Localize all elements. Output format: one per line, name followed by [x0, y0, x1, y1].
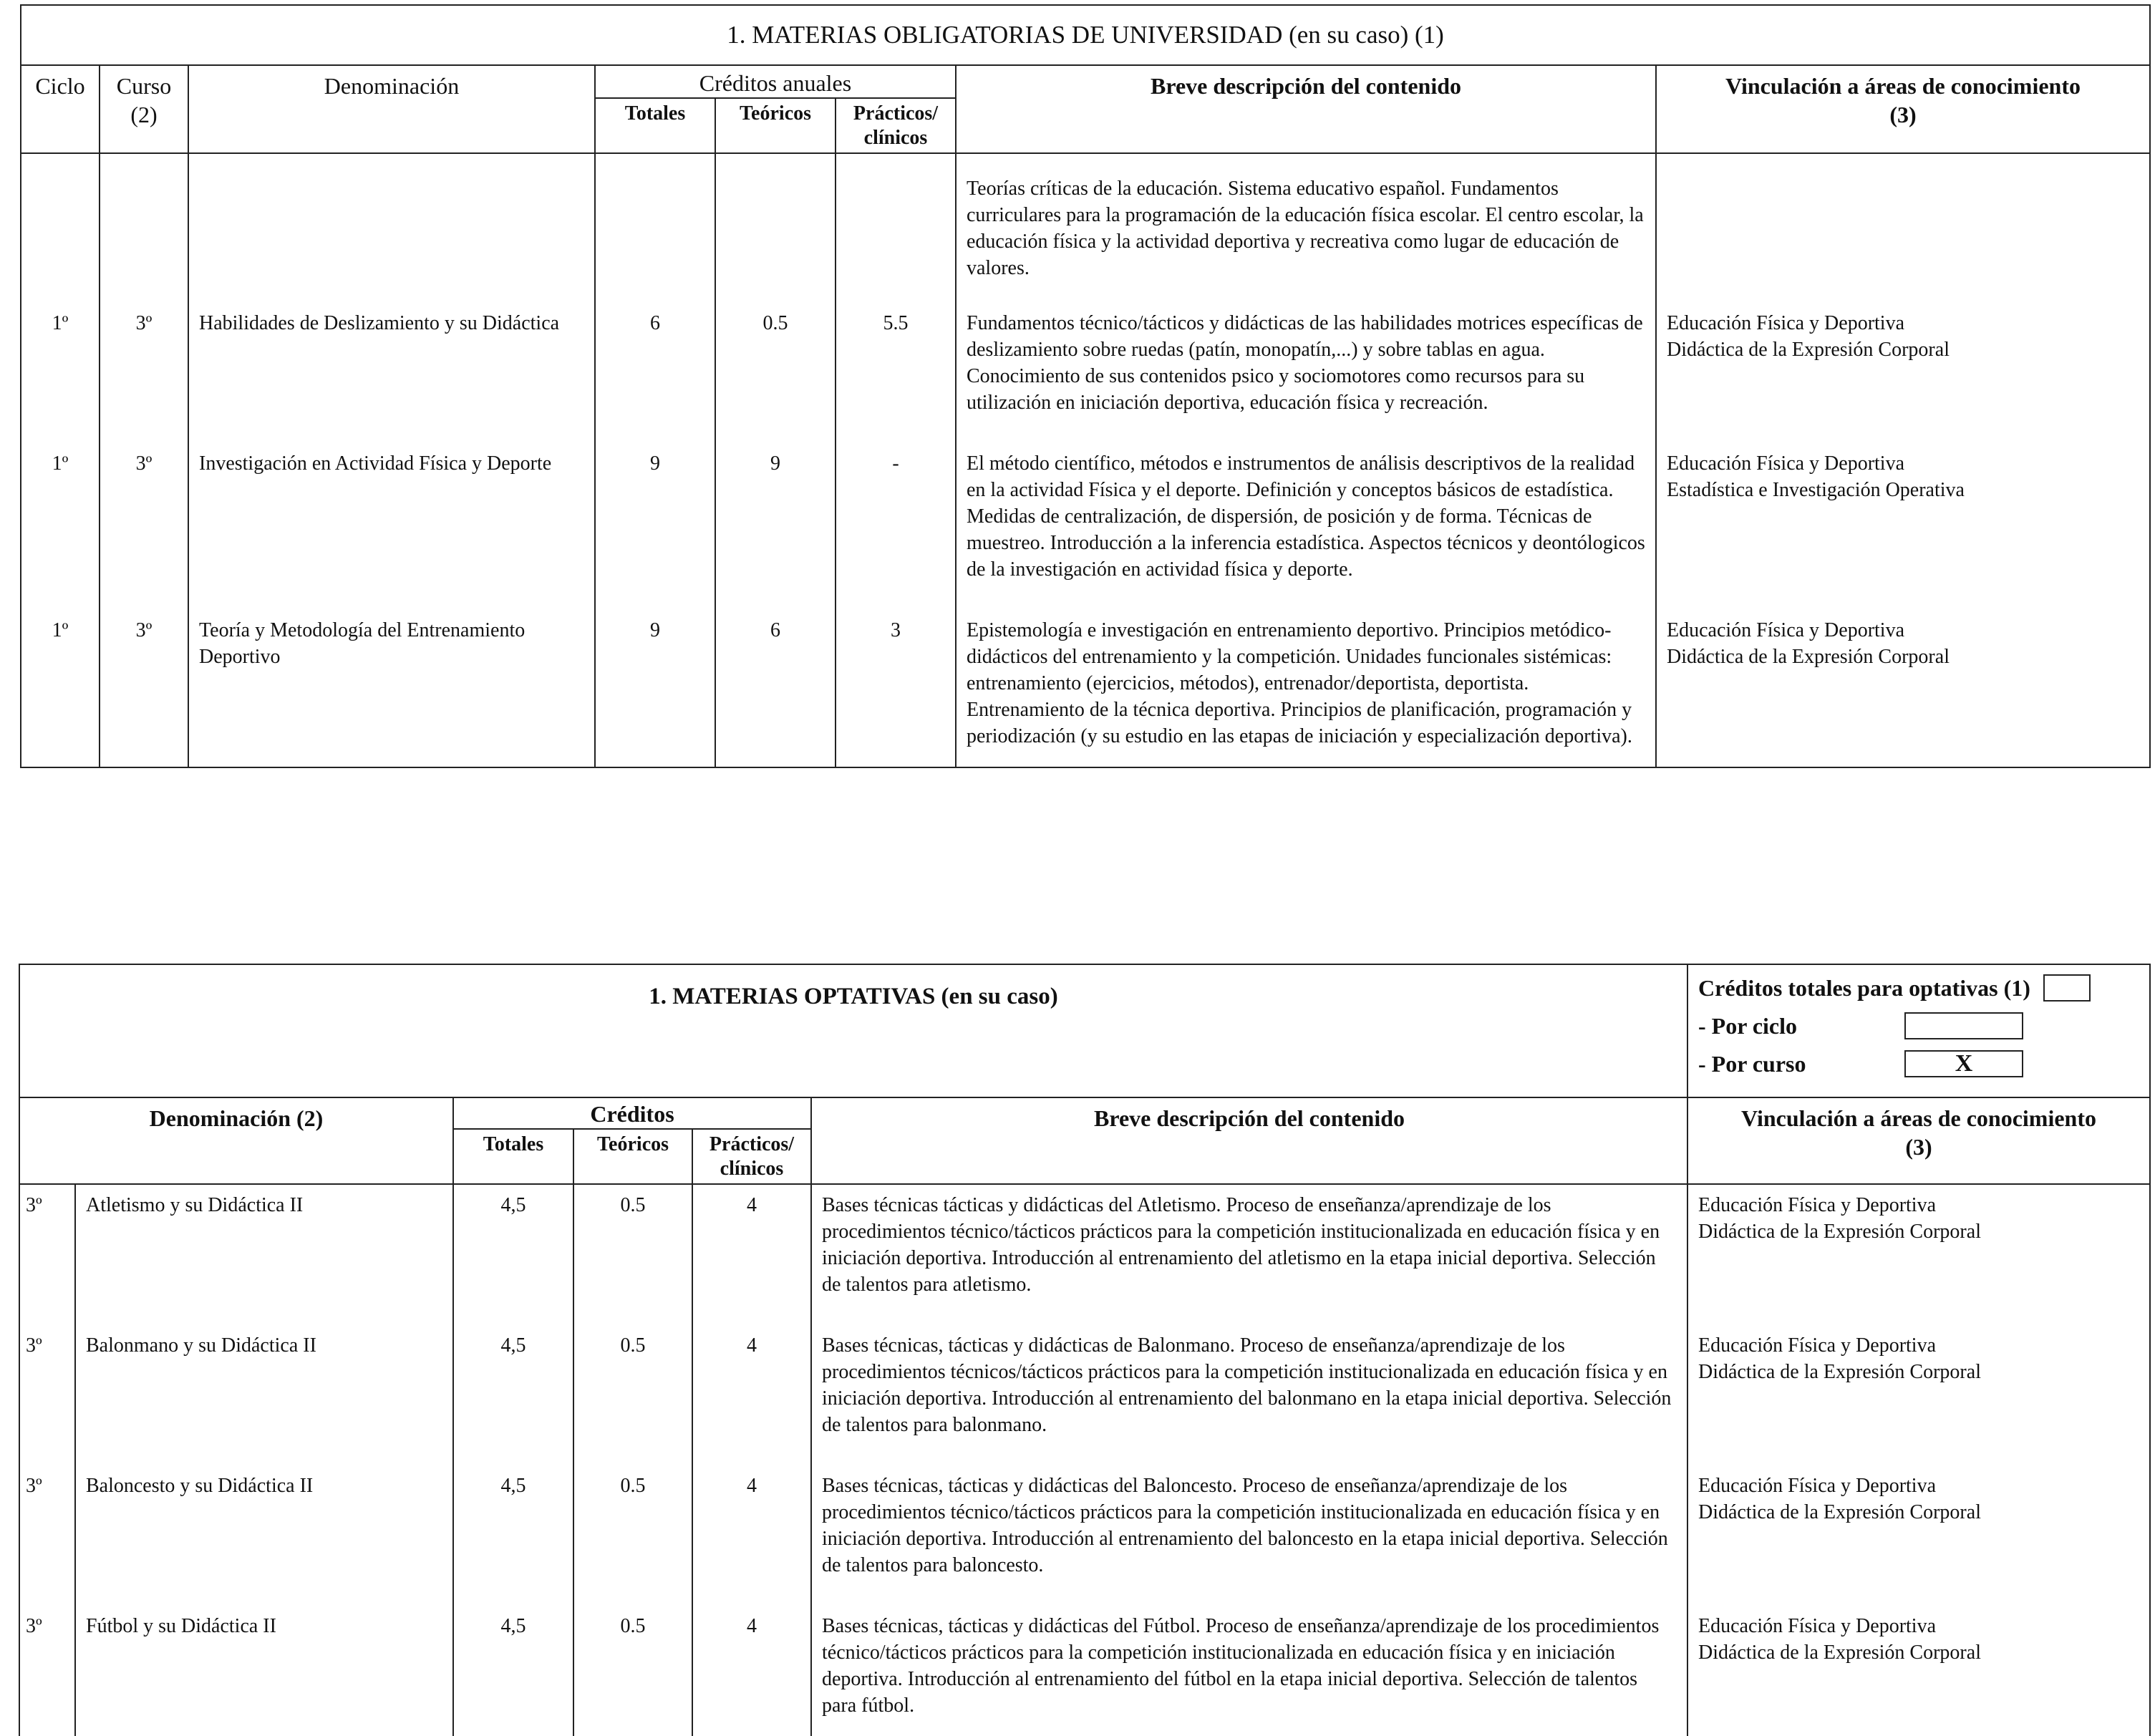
col-header-curso-label: Curso [116, 73, 172, 99]
obligatorias-title [21, 5, 2150, 65]
opt-row-practicos: 4 [692, 1315, 811, 1455]
opt-row-denominacion: Baloncesto y su Didáctica II [75, 1455, 453, 1596]
opt-row-practicos: 4 [692, 1184, 811, 1315]
table-row [21, 293, 2150, 433]
summary-total-label: Créditos totales para optativas (1) [1698, 975, 2030, 1001]
col-header-practicos [836, 98, 956, 153]
opt-row-totales: 4,5 [453, 1315, 573, 1455]
opt-col-header-practicos-label: Prácticos/ clínicos [709, 1133, 795, 1180]
col-header-creditos [595, 65, 956, 98]
opt-row-totales: 4,5 [453, 1184, 573, 1315]
opt-col-header-totales [453, 1129, 573, 1184]
row-curso: 3º [100, 433, 188, 600]
col-header-practicos-label: Prácticos/ clínicos [853, 102, 939, 149]
opt-col-header-denominacion [19, 1097, 453, 1184]
optativas-title [19, 964, 1687, 1097]
col-header-denominacion [188, 65, 595, 153]
row-totales: 6 [595, 293, 715, 433]
summary-ciclo-row [1698, 1007, 2139, 1045]
col-header-vinculacion-note: (3) [1889, 102, 1917, 127]
row-descripcion: Epistemología e investigación en entrenamiento deportivo. Principios metódico-didácticos del entrenamiento y la competición. Unidades funcionales sistémicas: entrenamiento (ejercicios, métodos), entrenador/deportista, deportista. Entrenamiento de la técnica deportiva. Principios de planificación, programación y periodización (y su estudio en las etapas de iniciación y especialización deportiva). [956, 600, 1656, 767]
row-teoricos: 0.5 [715, 293, 836, 433]
col-header-ciclo-label: Ciclo [35, 73, 85, 99]
row-denominacion: Teoría y Metodología del Entrenamiento Deportivo [188, 600, 595, 767]
col-header-vinculacion [1656, 65, 2150, 153]
opt-row-area-1: Educación Física y Deportiva [1698, 1475, 1937, 1498]
obligatorias-title-suffix: (en su caso) (1) [1289, 21, 1444, 49]
opt-row-denominacion: Fútbol y su Didáctica II [75, 1596, 453, 1736]
opt-row-area-2: Didáctica de la Expresión Corporal [1698, 1221, 1981, 1243]
row-area-1: Educación Física y Deportiva [1667, 452, 1905, 475]
table-row [19, 1315, 2150, 1455]
opt-row-descripcion: Bases técnicas, tácticas y didácticas de Balonmano. Proceso de enseñanza/aprendizaje de los procedimientos técnicos/tácticos prácticos para la competición institucionalizada en educación física y en iniciación deportiva. Introducción al entrenamiento del balonmano en la etapa inicial deportiva. Selección de talentos para balonmano. [811, 1315, 1687, 1455]
lead-row-teoricos [715, 153, 836, 293]
row-area-1: Educación Física y Deportiva [1667, 312, 1905, 335]
lead-row-ciclo [21, 153, 100, 293]
opt-row-teoricos: 0.5 [573, 1455, 692, 1596]
row-areas [1656, 293, 2150, 433]
table-row [21, 600, 2150, 767]
row-area-1: Educación Física y Deportiva [1667, 619, 1905, 642]
table-row [19, 1455, 2150, 1596]
opt-col-header-teoricos [573, 1129, 692, 1184]
opt-row-area-2: Didáctica de la Expresión Corporal [1698, 1361, 1981, 1384]
opt-row-areas [1687, 1596, 2150, 1736]
opt-row-area-2: Didáctica de la Expresión Corporal [1698, 1642, 1981, 1664]
lead-row-areas [1656, 153, 2150, 293]
opt-col-header-descripcion [811, 1097, 1687, 1184]
lead-description-text: Teorías críticas de la educación. Sistema educativo español. Fundamentos curriculares para la programación de la educación física escolar. El centro escolar, la educación física y la actividad deportiva y recreativa como lugar de educación de valores. [967, 178, 1644, 280]
row-ciclo: 1º [21, 600, 100, 767]
opt-row-descripcion: Bases técnicas, tácticas y didácticas del Fútbol. Proceso de enseñanza/aprendizaje de los procedimientos técnico/tácticos prácticos para la competición institucionalizada en educación física y en iniciación deportiva. Introducción al entrenamiento del fútbol en la etapa inicial deportiva. Selección de talentos para fútbol. [811, 1596, 1687, 1736]
summary-total-row [1698, 969, 2139, 1007]
row-descripcion: El método científico, métodos e instrumentos de análisis descriptivos de la realidad en la actividad Física y el deporte. Definición y conceptos básicos de estadística. Medidas de centralización, de dispersión, de posición y de forma. Técnicas de muestreo. Introducción a la inferencia estadística. Aspectos técnicos y deontólogicos de la investigación en actividad física y deporte. [956, 433, 1656, 600]
row-teoricos: 9 [715, 433, 836, 600]
opt-row-areas [1687, 1315, 2150, 1455]
summary-curso-box[interactable]: X [1904, 1050, 2023, 1077]
opt-row-area-1: Educación Física y Deportiva [1698, 1615, 1937, 1638]
opt-row-denominacion: Atletismo y su Didáctica II [75, 1184, 453, 1315]
opt-row-areas [1687, 1184, 2150, 1315]
opt-col-header-totales-label: Totales [483, 1133, 544, 1155]
row-practicos: 3 [836, 600, 956, 767]
row-totales: 9 [595, 433, 715, 600]
opt-col-header-descripcion-label: Breve descripción del contenido [1093, 1105, 1405, 1131]
opt-row-practicos: 4 [692, 1455, 811, 1596]
table-row [19, 1184, 2150, 1315]
opt-col-header-vinculacion-label: Vinculación a áreas de conocimiento [1741, 1105, 2096, 1131]
lead-row-curso [100, 153, 188, 293]
opt-col-header-practicos [692, 1129, 811, 1184]
col-header-descripcion [956, 65, 1656, 153]
opt-row-curso: 3º [19, 1315, 75, 1455]
summary-curso-label: - Por curso [1698, 1050, 1806, 1077]
table-row [19, 1596, 2150, 1736]
row-curso: 3º [100, 600, 188, 767]
opt-col-header-denominacion-label: Denominación (2) [149, 1105, 324, 1131]
col-header-teoricos-label: Teóricos [739, 102, 812, 125]
col-header-denominacion-label: Denominación [324, 73, 460, 99]
row-practicos: - [836, 433, 956, 600]
opt-row-curso: 3º [19, 1184, 75, 1315]
opt-row-descripcion: Bases técnicas, tácticas y didácticas del Baloncesto. Proceso de enseñanza/aprendizaje de los procedimientos técnico/tácticos prácticos para la competición institucionalizada en educación física y en iniciación deportiva. Introducción al entrenamiento del baloncesto en la etapa inicial deportiva. Selección de talentos para baloncesto. [811, 1455, 1687, 1596]
summary-ciclo-label: - Por ciclo [1698, 1012, 1798, 1039]
optativas-title-text: 1. MATERIAS OPTATIVAS (en su caso) [649, 984, 1058, 1009]
col-header-creditos-label: Créditos anuales [699, 70, 852, 96]
opt-row-totales: 4,5 [453, 1596, 573, 1736]
row-practicos: 5.5 [836, 293, 956, 433]
row-descripcion: Fundamentos técnico/tácticos y didácticas de las habilidades motrices específicas de deslizamiento sobre ruedas (patín, monopatín,...) y sobre tablas en agua. Conocimiento de sus contenidos psico y sociomotores como recursos para su utilización en iniciación deportiva, educación física y recreación. [956, 293, 1656, 433]
col-header-curso [100, 65, 188, 153]
opt-row-area-2: Didáctica de la Expresión Corporal [1698, 1501, 1981, 1524]
row-area-2: Estadística e Investigación Operativa [1667, 479, 1965, 502]
opt-row-practicos: 4 [692, 1596, 811, 1736]
summary-curso-row [1698, 1045, 2139, 1083]
row-ciclo: 1º [21, 433, 100, 600]
row-area-2: Didáctica de la Expresión Corporal [1667, 339, 1950, 362]
opt-row-denominacion: Balonmano y su Didáctica II [75, 1315, 453, 1455]
col-header-curso-note: (2) [130, 102, 158, 127]
row-areas [1656, 600, 2150, 767]
optativas-credit-summary [1687, 964, 2150, 1097]
col-header-totales-label: Totales [624, 102, 686, 125]
lead-row-denominacion [188, 153, 595, 293]
row-totales: 9 [595, 600, 715, 767]
row-curso: 3º [100, 293, 188, 433]
opt-row-curso: 3º [19, 1455, 75, 1596]
opt-row-teoricos: 0.5 [573, 1184, 692, 1315]
col-header-totales [595, 98, 715, 153]
opt-row-curso: 3º [19, 1596, 75, 1736]
lead-row-practicos [836, 153, 956, 293]
summary-total-box[interactable] [2043, 974, 2091, 1002]
opt-col-header-teoricos-label: Teóricos [596, 1133, 669, 1155]
col-header-ciclo [21, 65, 100, 153]
opt-row-descripcion: Bases técnicas tácticas y didácticas del Atletismo. Proceso de enseñanza/aprendizaje de los procedimientos técnico/tácticos prácticos para la competición institucionalizada en educación física y en iniciación deportiva. Introducción al entrenamiento del atletismo en la etapa inicial deportiva. Selección de talentos para atletismo. [811, 1184, 1687, 1315]
col-header-descripcion-label: Breve descripción del contenido [1150, 73, 1462, 99]
row-denominacion: Investigación en Actividad Física y Deporte [188, 433, 595, 600]
opt-row-teoricos: 0.5 [573, 1315, 692, 1455]
opt-col-header-creditos-label: Créditos [590, 1101, 674, 1127]
row-area-2: Didáctica de la Expresión Corporal [1667, 646, 1950, 669]
opt-row-areas [1687, 1455, 2150, 1596]
row-areas [1656, 433, 2150, 600]
lead-row-totales [595, 153, 715, 293]
row-ciclo: 1º [21, 293, 100, 433]
optativas-table [19, 964, 2151, 1736]
opt-col-header-vinculacion-note: (3) [1905, 1134, 1932, 1160]
row-teoricos: 6 [715, 600, 836, 767]
row-denominacion: Habilidades de Deslizamiento y su Didáctica [188, 293, 595, 433]
col-header-vinculacion-label: Vinculación a áreas de conocimiento [1725, 73, 2081, 99]
opt-col-header-vinculacion [1687, 1097, 2150, 1184]
obligatorias-table [20, 4, 2151, 768]
lead-description [956, 153, 1656, 293]
obligatorias-title-main: 1. MATERIAS OBLIGATORIAS DE UNIVERSIDAD [727, 21, 1283, 49]
opt-row-totales: 4,5 [453, 1455, 573, 1596]
opt-row-area-1: Educación Física y Deportiva [1698, 1194, 1937, 1217]
col-header-teoricos [715, 98, 836, 153]
table-row [21, 433, 2150, 600]
opt-col-header-creditos [453, 1097, 811, 1129]
opt-row-teoricos: 0.5 [573, 1596, 692, 1736]
opt-row-area-1: Educación Física y Deportiva [1698, 1334, 1937, 1357]
summary-ciclo-box[interactable] [1904, 1012, 2023, 1039]
